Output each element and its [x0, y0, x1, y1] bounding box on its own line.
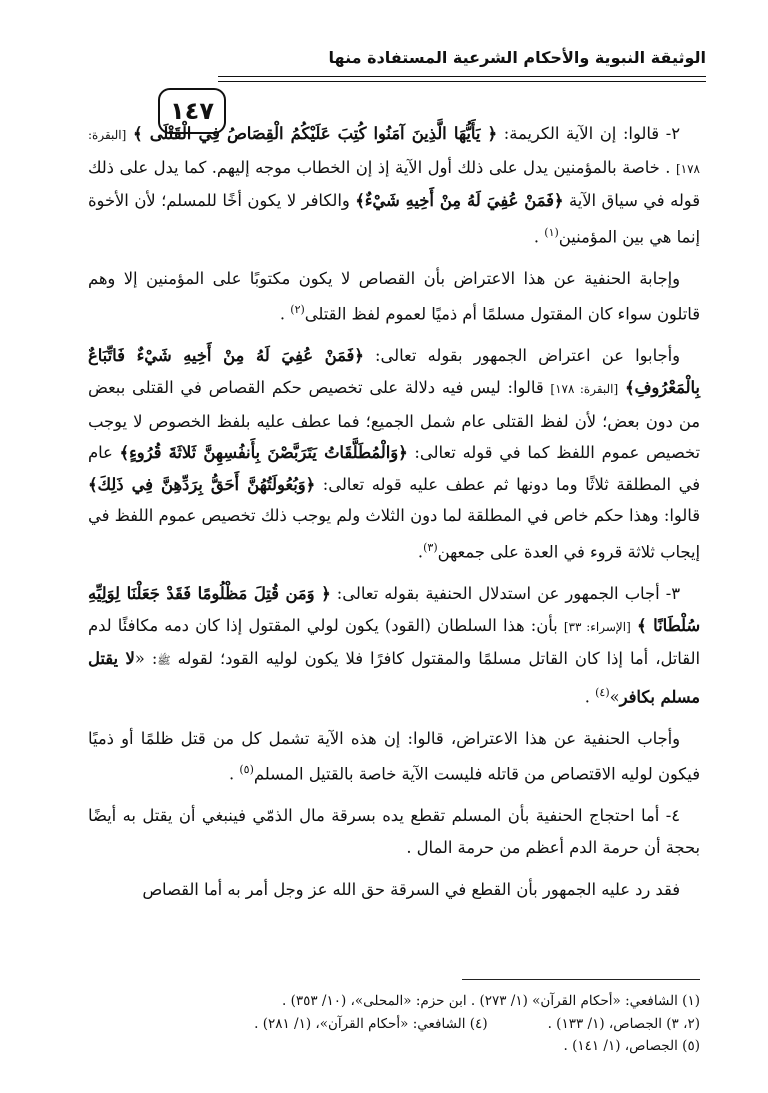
body-text: [88, 118, 700, 915]
paragraph-text: »: [609, 687, 620, 707]
salawat-glyph: ﷺ: [157, 654, 171, 668]
footnote-text: (١) الشافعي: «أحكام القرآن» (١/ ٢٧٣) . ابن حزم: «المحلى»، (١٠/ ٣٥٣) .: [282, 993, 700, 1009]
header-rule: [218, 81, 706, 82]
paragraph: [88, 723, 700, 791]
footnote: [88, 1035, 700, 1058]
paragraph-text: ٤- أما احتجاج الحنفية بأن المسلم تقطع يده بسرقة مال الذمّي فينبغي أن يقتل به أيضًا بحجة أن حرمة الدم أعظم من حرمة المال .: [88, 806, 700, 857]
paragraph-text: وأجابوا عن اعتراض الجمهور بقوله تعالى:: [363, 346, 680, 366]
footnotes: [88, 990, 700, 1058]
footnote-separator: [462, 979, 700, 980]
quran-verse: ﴿فَمَنْ عُفِيَ لَهُ مِنْ أَخِيهِ شَيْءٌ فَاتِّبَاعٌ بِالْمَعْرُوفِ﴾: [88, 346, 700, 397]
quran-verse: ﴿ وَمَن قُتِلَ مَظْلُومًا فَقَدْ جَعَلْنَا لِوَلِيِّهِ سُلْطَانًا ﴾: [88, 583, 700, 635]
header-rule: [218, 76, 706, 77]
quran-verse: ﴿فَمَنْ عُفِيَ لَهُ مِنْ أَخِيهِ شَيْءٌ﴾: [355, 191, 564, 211]
paragraph-text: : «: [134, 649, 158, 669]
running-header-title: الوثيقة النبوية والأحكام الشرعية المستفادة منها: [328, 48, 706, 67]
paragraph-text: وإجابة الحنفية عن هذا الاعتراض بأن القصاص لا يكون مكتوبًا على المؤمنين إلا وهم قاتلون سواء كان المقتول مسلمًا أم ذميًا لعموم لفظ القتلى: [88, 268, 700, 324]
footnote-marker: (٥): [239, 763, 254, 777]
paragraph-text: ٢- قالوا: إن الآية الكريمة:: [497, 124, 680, 143]
paragraph-text: .: [584, 687, 596, 707]
paragraph-text: قالوا: وهذا حكم خاص في المطلقة لما دون الثلاث ولم يوجب ذلك تخصيص عموم اللفظ في إيجاب ثلاثة قروء في العدة على جمعهن: [88, 506, 700, 562]
paragraph-text: بأن: هذا السلطان (القود) يكون لولي المقتول إذا كان دمه مكافئًا لدم القاتل، أما إذا كان القاتل مسلمًا والمقتول كافرًا فلا يكون لوليه القود؛ لقوله: [88, 615, 700, 669]
verse-reference: [الإسراء: ٣٣]: [563, 619, 631, 634]
verse-reference: [البقرة: ١٧٨]: [88, 128, 700, 176]
paragraph-text: ٣- أجاب الجمهور عن استدلال الحنفية بقوله تعالى:: [330, 583, 680, 603]
footnote: [88, 990, 700, 1013]
paragraph-text: فقد رد عليه الجمهور بأن القطع في السرقة حق الله عز وجل أمر به أما القصاص: [142, 879, 680, 899]
paragraph: [88, 800, 700, 863]
paragraph: [88, 578, 700, 713]
paragraph-text: . خاصة بالمؤمنين يدل على ذلك أول الآية إذ إن الخطاب موجه إليهم. كما يدل على ذلك قوله في سياق الآية: [88, 157, 701, 211]
quran-verse: ﴿ يَأَيُّهَا الَّذِينَ آمَنُوا كُتِبَ عَلَيْكُمُ الْقِصَاصُ فِي الْقَتْلَى ﴾: [133, 124, 498, 143]
footnote-marker: (٣): [423, 540, 438, 554]
paragraph-text: والكافر لا يكون أخًا للمسلم؛ لأن الأخوة إنما هي بين المؤمنين: [88, 191, 700, 247]
running-header: [88, 40, 706, 125]
paragraph-text: .: [533, 227, 545, 247]
hadith-quote: لا يقتل مسلم بكافر: [88, 649, 700, 707]
paragraph-text: .: [417, 542, 424, 562]
paragraph-text: .: [229, 764, 240, 784]
quran-verse: ﴿وَالْمُطَلَّقَاتُ يَتَرَبَّصْنَ بِأَنفُسِهِنَّ ثَلاثَةَ قُرُوءٍ﴾: [119, 443, 408, 463]
paragraph: [88, 263, 700, 331]
paragraph-text: قالوا: ليس فيه دلالة على تخصيص حكم القصاص في القتلى ببعض من دون بعض؛ لأن لفظ القتلى عام شمل الجميع؛ فما عطف عليه بلفظ الخصوص لا يوجب تخصيص عموم اللفظ كما في قوله تعالى:: [88, 378, 700, 463]
footnote-text: (٥) الجصاص، (١/ ١٤١) .: [563, 1038, 700, 1054]
page-number: ١٤٧: [158, 88, 226, 134]
footnote: [88, 1013, 700, 1036]
paragraph-text: عام في المطلقة ثلاثًا وما دونها ثم عطف عليه قوله تعالى:: [88, 443, 701, 494]
footnote-text: (٤) الشافعي: «أحكام القرآن»، (١/ ٢٨١) .: [254, 1015, 488, 1032]
footnote-text: (٢، ٣) الجصاص، (١/ ١٣٣) .: [547, 1015, 700, 1032]
paragraph-text: وأجاب الحنفية عن هذا الاعتراض، قالوا: إن هذه الآية تشمل كل من قتل ظلمًا أو ذميًا فيكون لوليه الاقتصاص من قاتله فليست الآية خاصة بالقتيل المسلم: [88, 728, 700, 784]
paragraph: [88, 118, 700, 253]
verse-reference: [البقرة: ١٧٨]: [550, 382, 619, 396]
paragraph: [88, 340, 700, 568]
paragraph-text: .: [279, 304, 291, 324]
quran-verse: ﴿وَبُعُولَتُهُنَّ أَحَقُّ بِرَدِّهِنَّ فِي ذَلِكَ﴾: [88, 474, 316, 494]
paragraph: [88, 874, 700, 906]
footnote-marker: (٢): [290, 303, 305, 317]
footnote-marker: (١): [544, 225, 559, 239]
footnote-marker: (٤): [595, 685, 610, 699]
